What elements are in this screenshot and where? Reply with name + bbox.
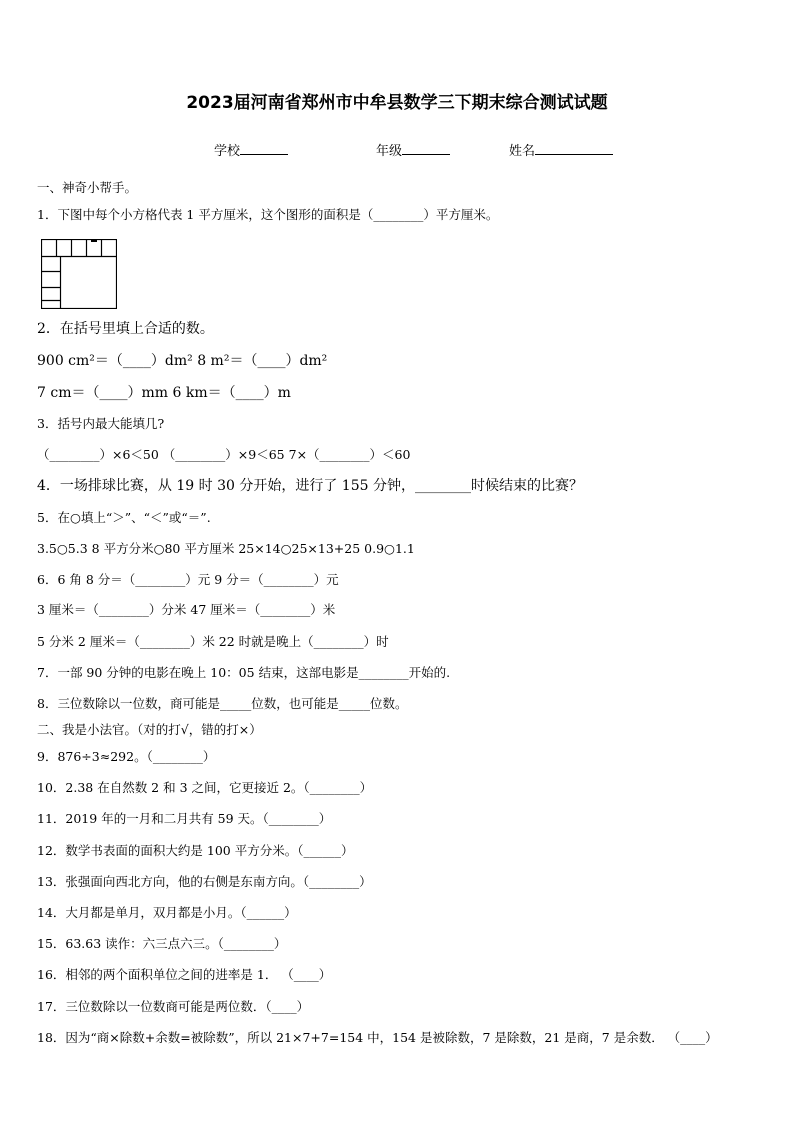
question-6-row-2: 3 厘米＝（________）分米 47 厘米＝（________）米 [37,602,336,617]
question-12: 12．数学书表面的面积大约是 100 平方分米。（______） [37,843,354,858]
section-1-heading: 一、神奇小帮手。 [37,180,138,195]
question-6-row-1: 6．6 角 8 分＝（________）元 9 分＝（________）元 [37,572,339,587]
name-label: 姓名 [509,144,536,159]
school-blank [240,142,288,155]
question-16: 16．相邻的两个面积单位之间的进率是 1． （____） [37,967,332,982]
grade-field [376,140,450,159]
question-15: 15．63.63 读作：六三点六三。（________） [37,936,287,951]
question-3-row: （________）×6＜50 （________）×9＜65 7×（________）＜60 [37,447,411,462]
question-18: 18．因为“商×除数+余数=被除数”，所以 21×7+7=154 中，154 是被除数，7 是除数，21 是商，7 是余数． （____） [37,1030,718,1045]
question-5: 5．在○填上“＞”、“＜”或“＝”. [37,510,211,525]
question-13: 13．张强面向西北方向，他的右侧是东南方向。（________） [37,874,372,889]
question-14: 14．大月都是单月，双月都是小月。（______） [37,905,297,920]
question-5-row: 3.5○5.3 8 平方分米○80 平方厘米 25×14○25×13+25 0.9○1.1 [37,541,415,556]
school-field [214,140,288,159]
question-1: 1．下图中每个小方格代表 1 平方厘米，这个图形的面积是（________）平方厘米。 [37,207,499,222]
grade-blank [402,142,450,155]
grade-label: 年级 [376,144,403,159]
question-4: 4．一场排球比赛，从 19 时 30 分开始，进行了 155 分钟，________时候结束的比赛？ [37,478,583,494]
name-blank [535,142,613,155]
question-2-row-1: 900 cm²＝（____）dm² 8 m²＝（____）dm² [37,353,328,369]
section-2-heading: 二、我是小法官。（对的打√，错的打×） [37,722,262,737]
question-2-row-2: 7 cm＝（____）mm 6 km＝（____）m [37,385,291,401]
question-17: 17．三位数除以一位数商可能是两位数．（____） [37,999,310,1014]
page-title: 2023届河南省郑州市中牟县数学三下期末综合测试试题 [186,93,608,113]
question-8: 8．三位数除以一位数，商可能是_____位数，也可能是_____位数。 [37,696,408,711]
question-6-row-3: 5 分米 2 厘米＝（________）米 22 时就是晚上（________）时 [37,634,389,649]
question-9: 9．876÷3≈292。（________） [37,749,216,764]
school-label: 学校 [214,144,241,159]
question-3: 3．括号内最大能填几? [37,416,165,431]
question-10: 10．2.38 在自然数 2 和 3 之间，它更接近 2。（________） [37,780,373,795]
question-2: 2．在括号里填上合适的数。 [37,321,214,337]
area-grid-figure [41,239,117,309]
name-field [509,140,613,159]
question-7: 7．一部 90 分钟的电影在晚上 10：05 结束，这部电影是________开始的. [37,665,451,680]
question-11: 11．2019 年的一月和二月共有 59 天。（________） [37,811,332,826]
